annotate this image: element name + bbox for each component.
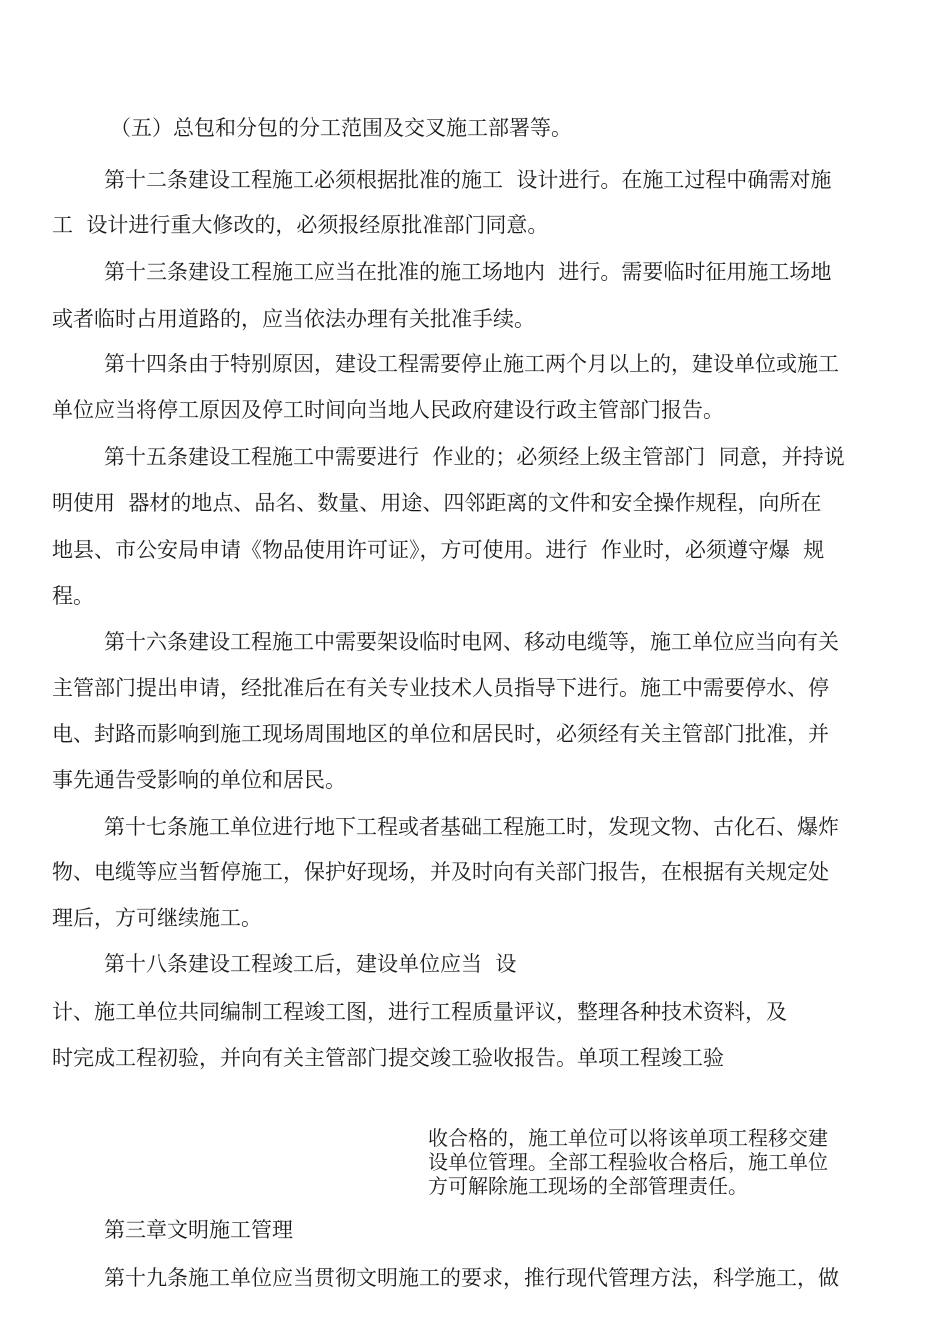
paragraph-line: 第十七条施工单位进行地下工程或者基础工程施工时，发现文物、古化石、爆炸 xyxy=(104,815,839,839)
paragraph-line: 单位应当将停工原因及停工时间向当地人民政府建设行政主管部门报告。 xyxy=(52,398,724,422)
paragraph-line: （五）总包和分包的分工范围及交叉施工部署等。 xyxy=(110,116,572,140)
paragraph-line: 第十四条由于特别原因，建设工程需要停止施工两个月以上的，建设单位或施工 xyxy=(104,352,839,376)
paragraph-line: 事先通告受影响的单位和居民。 xyxy=(52,768,346,792)
paragraph-line: 第十三条建设工程施工应当在批准的施工场地内 进行。需要临时征用施工场地 xyxy=(104,260,832,284)
paragraph-line: 第十二条建设工程施工必须根据批准的施工 设计进行。在施工过程中确需对施 xyxy=(104,168,832,192)
block-line: 方可解除施工现场的全部管理责任。 xyxy=(428,1174,748,1198)
paragraph-line: 程。 xyxy=(52,584,94,608)
paragraph-line: 物、电缆等应当暂停施工，保护好现场，并及时向有关部门报告，在根据有关规定处 xyxy=(52,860,829,884)
paragraph-line: 或者临时占用道路的，应当依法办理有关批准手续。 xyxy=(52,307,535,331)
paragraph-line: 理后，方可继续施工。 xyxy=(52,906,262,930)
paragraph-line: 主管部门提出申请，经批准后在有关专业技术人员指导下进行。施工中需要停水、停 xyxy=(52,676,829,700)
paragraph-line: 第十六条建设工程施工中需要架设临时电网、移动电缆等，施工单位应当向有关 xyxy=(104,630,839,654)
paragraph-line: 时完成工程初验，并向有关主管部门提交竣工验收报告。单项工程竣工验 xyxy=(52,1046,724,1070)
paragraph-line: 第十九条施工单位应当贯彻文明施工的要求，推行现代管理方法，科学施工，做 xyxy=(104,1266,839,1290)
paragraph-line: 计、施工单位共同编制工程竣工图，进行工程质量评议，整理各种技术资料，及 xyxy=(52,1000,787,1024)
block-line: 设单位管理。全部工程验收合格后，施工单位 xyxy=(428,1150,828,1174)
paragraph-line: 第十八条建设工程竣工后，建设单位应当 设 xyxy=(104,952,517,976)
paragraph-line: 第十五条建设工程施工中需要进行 作业的；必须经上级主管部门 同意，并持说 xyxy=(104,445,845,469)
paragraph-line: 明使用 器材的地点、品名、数量、用途、四邻距离的文件和安全操作规程，向所在 xyxy=(52,491,822,515)
indented-text-block xyxy=(428,1126,888,1198)
chapter-heading: 第三章文明施工管理 xyxy=(104,1218,293,1242)
paragraph-line: 电、封路而影响到施工现场周围地区的单位和居民时，必须经有关主管部门批准，并 xyxy=(52,722,829,746)
block-line: 收合格的，施工单位可以将该单项工程移交建 xyxy=(428,1126,828,1150)
paragraph-line: 工 设计进行重大修改的，必须报经原批准部门同意。 xyxy=(52,213,549,237)
paragraph-line: 地县、市公安局申请《物品使用许可证》，方可使用。进行 作业时，必须遵守爆 规 xyxy=(52,538,825,562)
